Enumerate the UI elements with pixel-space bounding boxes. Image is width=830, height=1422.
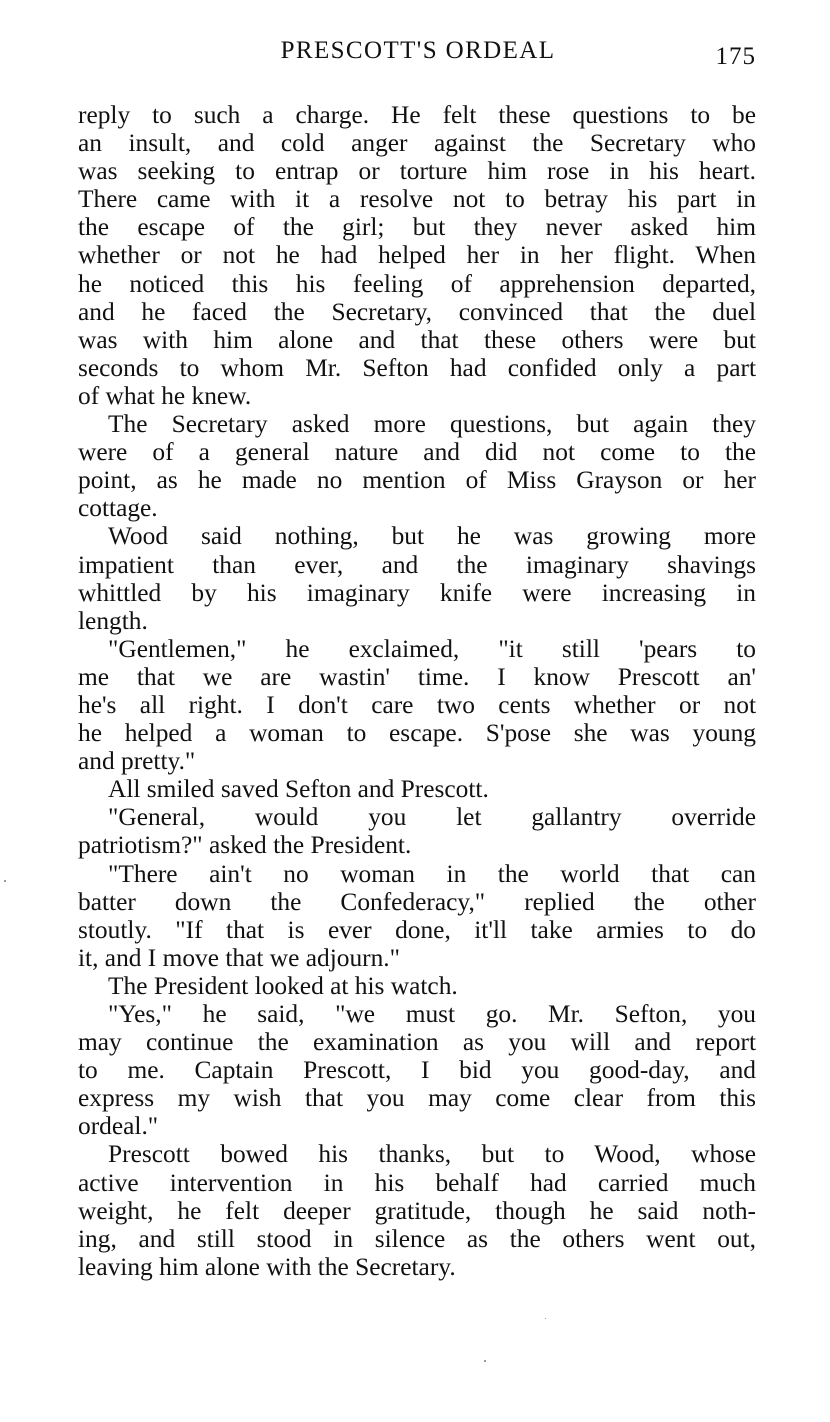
text-line: patriotism?" asked the President. [78,831,412,860]
text-line: was with him alone and that these others were but [78,325,756,354]
scan-speck [545,1318,546,1319]
text-line: seconds to whom Mr. Sefton had confided only a part [78,353,756,382]
text-line: it, and I move that we adjourn." [78,943,401,972]
text-line: weight, he felt deeper gratitude, though he said noth- [78,1196,756,1225]
page-number: 175 [715,43,756,70]
text-line: Wood said nothing, but he was growing more [108,522,756,551]
text-line: There came with it a resolve not to betray his part in [78,185,756,214]
text-line: an insult, and cold anger against the Secretary who [78,129,756,158]
text-line: to me. Captain Prescott, I bid you good-day, and [78,1056,756,1085]
text-line: of what he knew. [78,381,252,410]
text-line: length. [78,606,148,635]
text-line: "There ain't no woman in the world that can [108,859,756,888]
chapter-title: PRESCOTT'S ORDEAL [280,37,556,64]
text-line: The Secretary asked more questions, but again they [108,410,756,439]
scan-speck [484,1360,486,1362]
text-line: point, as he made no mention of Miss Grayson or her [78,466,756,495]
text-line: active intervention in his behalf had carried much [78,1168,756,1197]
text-line: cottage. [78,494,158,523]
text-line: he's all right. I don't care two cents whether or not [78,690,756,719]
body-text [78,101,756,1281]
text-line: whether or not he had helped her in her flight. When [78,241,756,270]
text-line: and pretty." [78,747,196,776]
text-line: the escape of the girl; but they never asked him [78,213,756,242]
running-head [78,34,758,74]
text-line: were of a general nature and did not come to the [78,438,756,467]
text-line: "General, would you let gallantry override [108,803,756,832]
text-line: he helped a woman to escape. S'pose she was young [78,719,756,748]
text-line: Prescott bowed his thanks, but to Wood, whose [108,1140,756,1169]
text-line: ing, and still stood in silence as the others went out, [78,1224,756,1253]
text-line: "Yes," he said, "we must go. Mr. Sefton, you [108,1000,756,1028]
text-line: and he faced the Secretary, convinced that the duel [78,297,756,326]
text-line: may continue the examination as you will and report [78,1028,756,1057]
text-line: express my wish that you may come clear from this [78,1084,756,1113]
text-line: was seeking to entrap or torture him rose in his heart. [78,157,756,186]
text-line: he noticed this his feeling of apprehension departed, [78,269,756,298]
text-line: ordeal." [78,1112,159,1141]
scan-speck [4,880,6,882]
text-line: The President looked at his watch. [108,971,458,1000]
text-line: impatient than ever, and the imaginary shavings [78,550,756,579]
text-line: "Gentlemen," he exclaimed, "it still 'pears to [108,634,756,663]
text-line: me that we are wastin' time. I know Prescott an' [78,662,756,691]
text-line: leaving him alone with the Secretary. [78,1252,456,1281]
text-line: stoutly. "If that is ever done, it'll take armies to do [78,915,756,944]
text-line: batter down the Confederacy," replied the other [78,887,756,916]
text-line: All smiled saved Sefton and Prescott. [108,775,489,804]
text-line: reply to such a charge. He felt these questions to be [78,101,756,129]
text-line: whittled by his imaginary knife were increasing in [78,578,756,607]
